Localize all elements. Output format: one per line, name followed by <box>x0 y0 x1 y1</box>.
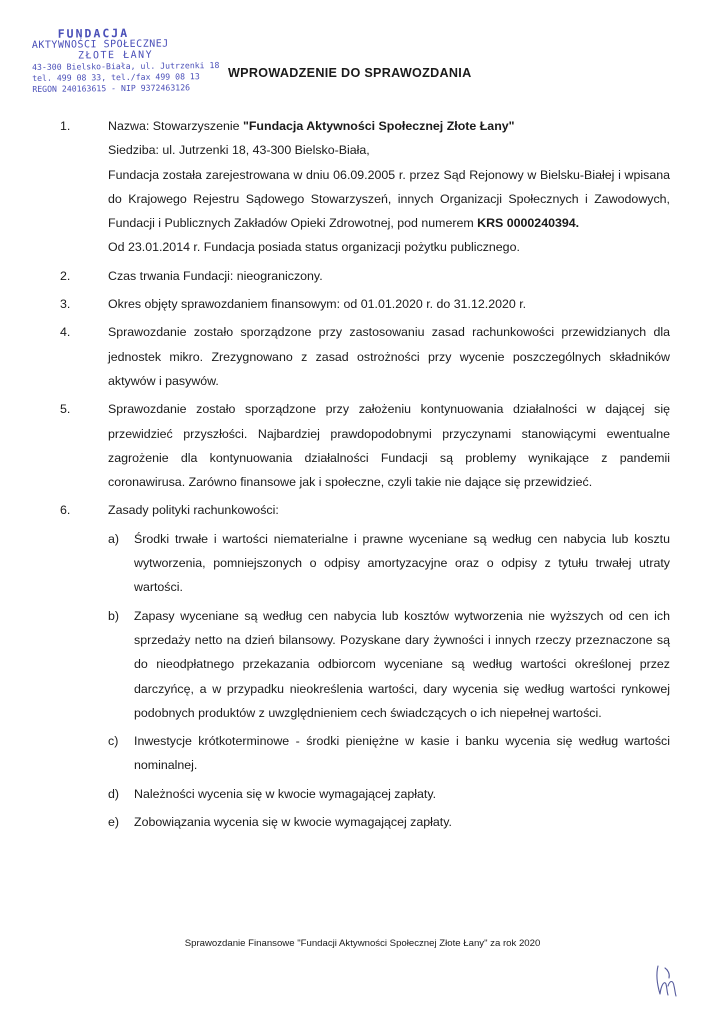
item-text: Okres objęty sprawozdaniem finansowym: od 01.01.2020 r. do 31.12.2020 r. <box>108 297 527 312</box>
sub-item-letter: d) <box>108 786 120 801</box>
sub-item-letter: b) <box>108 608 120 623</box>
sub-item-text: Zobowiązania wycenia się w kwocie wymagającej zapłaty. <box>134 815 452 830</box>
item-number: 4. <box>60 325 71 340</box>
sub-item-text: Zapasy wyceniane są według cen nabycia lub kosztów wytworzenia nie wyższych od cen ich sprzedaży netto na dzień bilansowy. Pozyskane dary żywności i innych rzeczy przeznaczone są do nieodpłatnego przekazania odbiorcom wyceniane są według wartości określonej przez darczyńcę, a w przypadku nieokreślenia wartości, dary wycenia się według wartości rynkowej podobnych produktów z uwzględnieniem cech świadczących o ich niepełnej wartości. <box>134 608 670 720</box>
stamp-line-2: AKTYWNOŚCI SPOŁECZNEJ <box>31 38 169 51</box>
registration-body: Fundacja została zarejestrowana w dniu 06.09.2005 r. przez Sąd Rejonowy w Bielsku-Białej i wpisana do Krajowego Rejestru Sądowego Stowarzyszeń, innych Organizacji Społecznych i Zawodowych, Fundacji i Publicznych Zakładów Opieki Zdrowotnej, pod numerem <box>108 167 670 231</box>
sub-item-letter: e) <box>108 815 120 830</box>
list-item-3 <box>60 292 670 316</box>
foundation-name-line <box>108 114 670 138</box>
list-item-2 <box>60 264 670 288</box>
sub-item-text: Inwestycje krótkoterminowe - środki pieniężne w kasie i banku wycenia się według wartości nominalnej. <box>134 734 670 773</box>
sub-item-letter: c) <box>108 734 119 749</box>
handwritten-initials <box>652 962 682 998</box>
seat-line: Siedziba: ul. Jutrzenki 18, 43-300 Bielsko-Biała, <box>108 143 370 158</box>
item-number: 2. <box>60 268 71 283</box>
stamp-line-6: REGON 240163615 - NIP 9372463126 <box>32 82 191 94</box>
name-value: "Fundacja Aktywności Społecznej Złote Łany" <box>242 119 515 133</box>
sub-item-a <box>98 527 670 600</box>
list-item-4 <box>60 320 670 393</box>
document-title: WPROWADZENIE DO SPRAWOZDANIA <box>228 66 472 80</box>
item-number: 5. <box>60 402 71 417</box>
opp-status-line: Od 23.01.2014 r. Fundacja posiada status organizacji pożytku publicznego. <box>108 240 520 255</box>
krs-number: KRS 0000240394. <box>477 216 580 231</box>
sub-item-e <box>98 810 670 834</box>
item-text: Czas trwania Fundacji: nieograniczony. <box>108 268 323 283</box>
stamp-line-1: FUNDACJA <box>57 25 130 41</box>
page-footer: Sprawozdanie Finansowe "Fundacji Aktywności Społecznej Złote Łany" za rok 2020 <box>184 938 541 949</box>
list-item-6 <box>60 498 670 834</box>
stamp-line-5: tel. 499 08 33, tel./fax 499 08 13 <box>32 71 200 83</box>
registration-text <box>108 163 670 236</box>
item-text: Zasady polityki rachunkowości: <box>108 503 279 518</box>
sub-item-d <box>98 782 670 806</box>
sub-item-text: Środki trwałe i wartości niematerialne i prawne wyceniane są według cen nabycia lub kosztu wytworzenia, pomniejszonych o odpisy amortyzacyjne oraz o odpisy z tytułu trwałej utraty wartości. <box>134 531 670 595</box>
name-label: Nazwa: Stowarzyszenie <box>108 119 243 133</box>
item-text: Sprawozdanie zostało sporządzone przy założeniu kontynuowania działalności w dającej się przewidzieć przyszłości. Najbardziej prawdopodobnymi przyczynami stanowiącymi ewentualne zagrożenie dla kontynuowania działalności Fundacji są problemy wynikające z pandemii coronawirusa. Zarówno finansowe jak i społeczne, czyli takie nie dające się przewidzieć. <box>108 402 670 490</box>
sub-item-letter: a) <box>108 531 120 546</box>
accounting-policy-list <box>98 527 670 835</box>
item-number: 3. <box>60 297 71 312</box>
list-item-1 <box>60 114 670 260</box>
list-item-5 <box>60 397 670 494</box>
item-number: 6. <box>60 503 71 518</box>
sub-item-text: Należności wycenia się w kwocie wymagającej zapłaty. <box>134 786 437 801</box>
item-text: Sprawozdanie zostało sporządzone przy zastosowaniu zasad rachunkowości przewidzianych dla jednostek mikro. Zrezygnowano z zasad ostrożności przy wycenie poszczególnych składników aktywów i pasywów. <box>108 325 670 388</box>
document-body <box>60 114 670 838</box>
stamp-line-3: ZŁOTE ŁANY <box>77 49 154 62</box>
sub-item-b <box>98 604 670 725</box>
organization-stamp <box>31 25 220 95</box>
item-number: 1. <box>60 119 71 133</box>
sub-item-c <box>98 729 670 778</box>
stamp-line-4: 43-300 Bielsko-Biała, ul. Jutrzenki 18 <box>32 60 220 72</box>
